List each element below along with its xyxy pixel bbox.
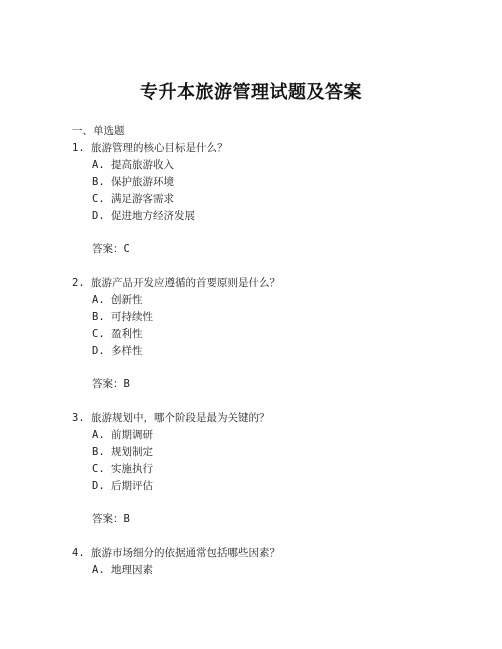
- question-3-option-b: B. 规划制定: [92, 446, 153, 458]
- question-4-stem: 4. 旅游市场细分的依据通常包括哪些因素？: [72, 547, 280, 559]
- section-heading: 一、单选题: [72, 125, 125, 137]
- question-2-option-a: A. 创新性: [92, 294, 143, 306]
- question-2-option-b: B. 可持续性: [92, 311, 153, 323]
- question-4-option-a: A. 地理因素: [92, 564, 153, 576]
- question-3-option-d: D. 后期评估: [92, 480, 153, 492]
- question-1-option-a: A. 提高旅游收入: [92, 159, 174, 171]
- question-1-option-d: D. 促进地方经济发展: [92, 210, 195, 222]
- question-3-answer: 答案：B: [92, 513, 130, 525]
- question-3-option-c: C. 实施执行: [92, 463, 153, 475]
- question-2-option-c: C. 盈利性: [92, 328, 143, 340]
- document-title: 专升本旅游管理试题及答案: [140, 82, 362, 103]
- question-1-stem: 1. 旅游管理的核心目标是什么？: [72, 142, 228, 154]
- question-3-option-a: A. 前期调研: [92, 429, 153, 441]
- question-3-stem: 3. 旅游规划中，哪个阶段是最为关键的？: [72, 412, 270, 424]
- question-2-answer: 答案：B: [92, 378, 130, 390]
- question-2-option-d: D. 多样性: [92, 345, 143, 357]
- question-1-answer: 答案：C: [92, 243, 130, 255]
- question-2-stem: 2. 旅游产品开发应遵循的首要原则是什么？: [72, 277, 280, 289]
- question-1-option-c: C. 满足游客需求: [92, 193, 174, 205]
- question-1-option-b: B. 保护旅游环境: [92, 176, 174, 188]
